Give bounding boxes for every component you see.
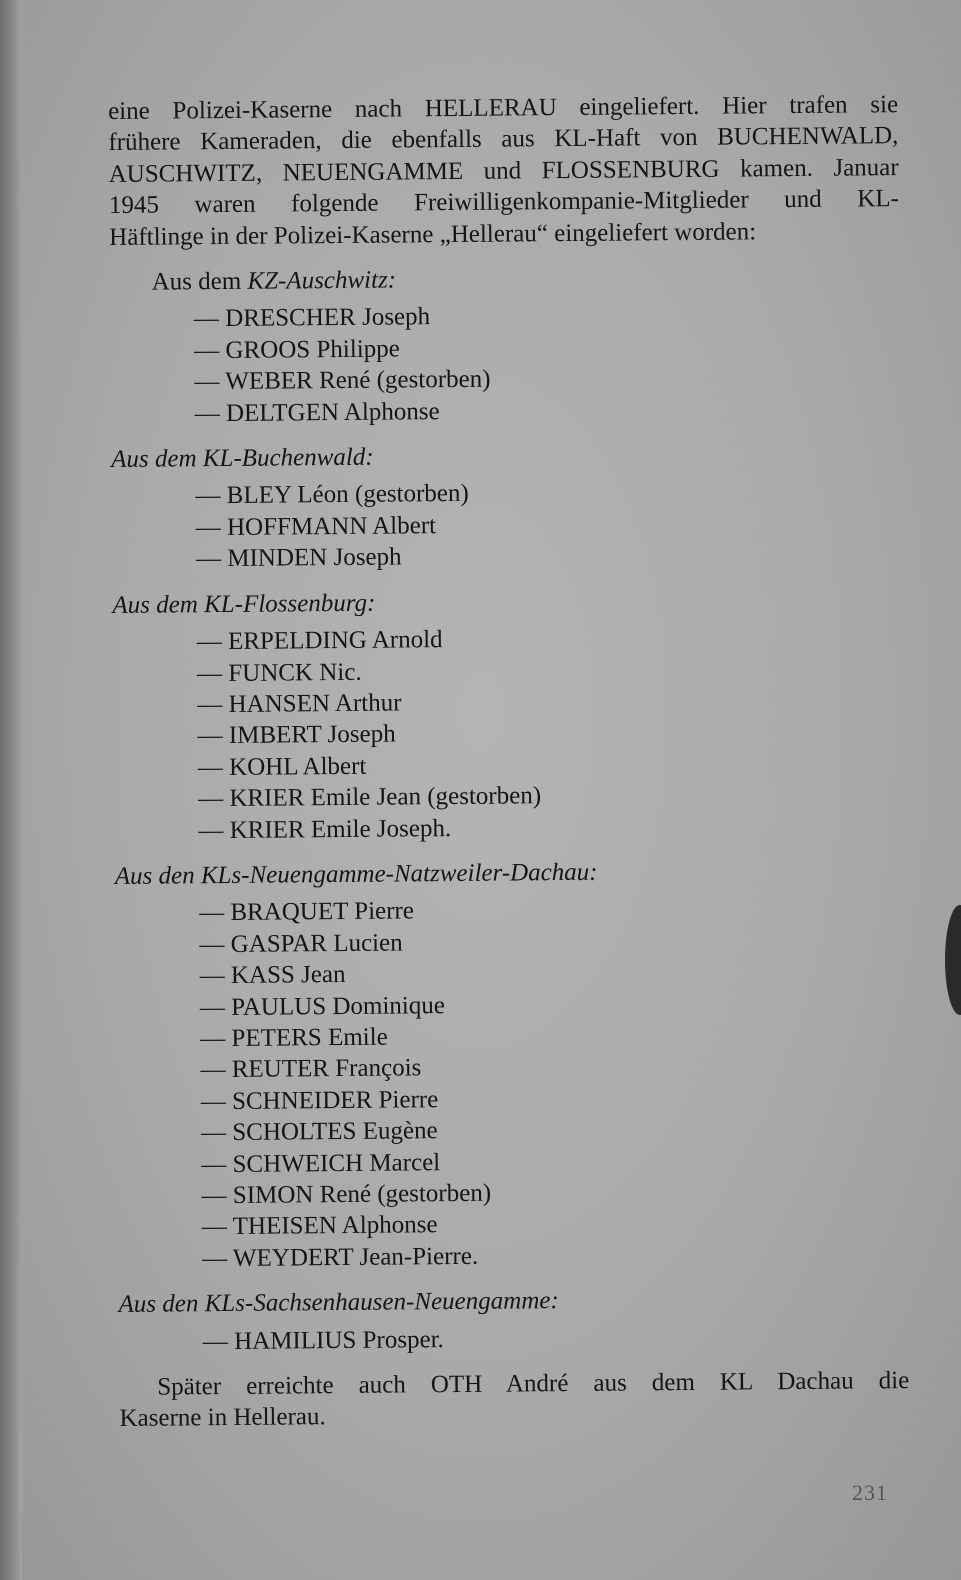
intro-line: AUSCHWITZ, NEUENGAMME und FLOSSENBURG kamen. Januar: [108, 153, 899, 188]
intro-line: Häftlinge in der Polizei-Kaserne „Hellerau“ eingeliefert worden:: [109, 217, 757, 251]
dash: —: [198, 785, 224, 813]
dash: —: [195, 513, 221, 542]
closing-paragraph: [119, 1365, 910, 1435]
list-item: — HOFFMANN Albert: [195, 512, 437, 542]
dash: —: [201, 1150, 227, 1178]
dash: —: [197, 722, 223, 750]
group-prefix: Aus dem: [151, 267, 242, 296]
dash: —: [202, 1244, 228, 1273]
intro-paragraph: [108, 89, 899, 253]
dash: —: [196, 659, 223, 687]
dash: —: [199, 899, 225, 927]
dash: —: [201, 1213, 227, 1241]
dash: —: [193, 305, 220, 333]
group-camp: KL-Flossenburg:: [203, 589, 376, 618]
dash: —: [201, 1182, 227, 1210]
list-item: — FUNCK Nic.: [196, 658, 362, 687]
group-camp: KZ-Auschwitz:: [247, 266, 397, 295]
list-item: — WEBER René (gestorben): [194, 365, 491, 396]
name-list-neuengamme-natzweiler-dachau: [199, 891, 908, 1274]
page-number: 231: [852, 1480, 888, 1505]
dash: —: [196, 628, 222, 656]
dash: —: [200, 1024, 226, 1053]
dash: —: [202, 1327, 228, 1355]
list-item: — SCHNEIDER Pierre: [200, 1085, 439, 1116]
group-heading-buchenwald: [111, 437, 901, 475]
list-item: — BLEY Léon (gestorben): [195, 480, 469, 510]
group-camp: KLs-Neuengamme-Natzweiler-Dachau:: [200, 858, 598, 890]
list-item: — KASS Jean: [199, 961, 346, 990]
group-heading-sachsenhausen-neuengamme: [118, 1282, 908, 1320]
group-heading-flossenburg: [112, 583, 902, 621]
closing-line: Kaserne in Hellerau.: [119, 1403, 326, 1433]
intro-line: 1945 waren folgende Freiwilligenkompanie-Mitglieder und KL-: [108, 185, 900, 220]
name-list-sachsenhausen-neuengamme: [203, 1320, 909, 1358]
dash: —: [194, 399, 220, 427]
list-item: — GASPAR Lucien: [199, 929, 403, 958]
page-text: [108, 89, 910, 1435]
list-item: — REUTER François: [200, 1054, 422, 1084]
list-item: — SCHWEICH Marcel: [201, 1148, 441, 1178]
list-item: — WEYDERT Jean-Pierre.: [202, 1242, 479, 1273]
list-item: — GROOS Philippe: [194, 335, 400, 365]
dash: —: [200, 1056, 226, 1084]
closing-line: Später erreichte auch OTH André aus dem KL Dachau die: [157, 1367, 910, 1401]
group-prefix: Aus den: [118, 1290, 199, 1319]
list-item: — PAULUS Dominique: [199, 991, 446, 1021]
name-list-flossenburg: [197, 620, 905, 846]
dash: —: [195, 545, 222, 573]
group-prefix: Aus dem: [112, 590, 198, 619]
dash: —: [199, 962, 225, 990]
thumb-shadow: [945, 905, 961, 1015]
list-item: — KOHL Albert: [197, 752, 367, 781]
dash: —: [200, 1119, 227, 1147]
list-item: — PETERS Emile: [200, 1023, 388, 1053]
list-item: — ERPELDING Arnold: [196, 626, 443, 656]
group-prefix: Aus den: [114, 862, 195, 890]
dash: —: [194, 368, 220, 396]
group-heading-neuengamme-natzweiler-dachau: [115, 854, 905, 892]
list-item: — DRESCHER Joseph: [193, 303, 431, 333]
intro-line: frühere Kameraden, die ebenfalls aus KL-Haft von BUCHENWALD,: [108, 122, 899, 157]
name-list-auschwitz: [194, 298, 901, 430]
list-item: — KRIER Emile Joseph.: [198, 814, 452, 844]
dash: —: [197, 753, 223, 781]
dash: —: [199, 930, 225, 958]
list-item: — SIMON René (gestorben): [201, 1179, 492, 1210]
list-item: — MINDEN Joseph: [195, 543, 402, 573]
dash: —: [199, 993, 226, 1021]
list-item: — HANSEN Arthur: [197, 689, 402, 719]
list-item: — BRAQUET Pierre: [199, 897, 415, 927]
dash: —: [194, 336, 220, 365]
list-item: — SCHOLTES Eugène: [200, 1117, 438, 1147]
dash: —: [198, 816, 224, 844]
group-camp: KLs-Sachsenhausen-Neuengamme:: [204, 1287, 559, 1318]
group-camp: KL-Buchenwald:: [202, 443, 374, 473]
dash: —: [195, 482, 221, 510]
group-heading-auschwitz: [151, 260, 899, 298]
book-gutter: [0, 0, 22, 1580]
list-item: — KRIER Emile Jean (gestorben): [198, 782, 542, 813]
dash: —: [200, 1087, 226, 1116]
list-item: — DELTGEN Alphonse: [194, 397, 440, 427]
name-list-buchenwald: [195, 475, 902, 575]
intro-line: eine Polizei-Kaserne nach HELLERAU eingeliefert. Hier trafen sie: [108, 91, 899, 125]
list-item: — THEISEN Alphonse: [201, 1211, 438, 1241]
list-item: — HAMILIUS Prosper.: [202, 1325, 444, 1355]
list-item: — IMBERT Joseph: [197, 720, 396, 750]
dash: —: [197, 690, 223, 719]
group-prefix: Aus dem: [111, 445, 197, 474]
